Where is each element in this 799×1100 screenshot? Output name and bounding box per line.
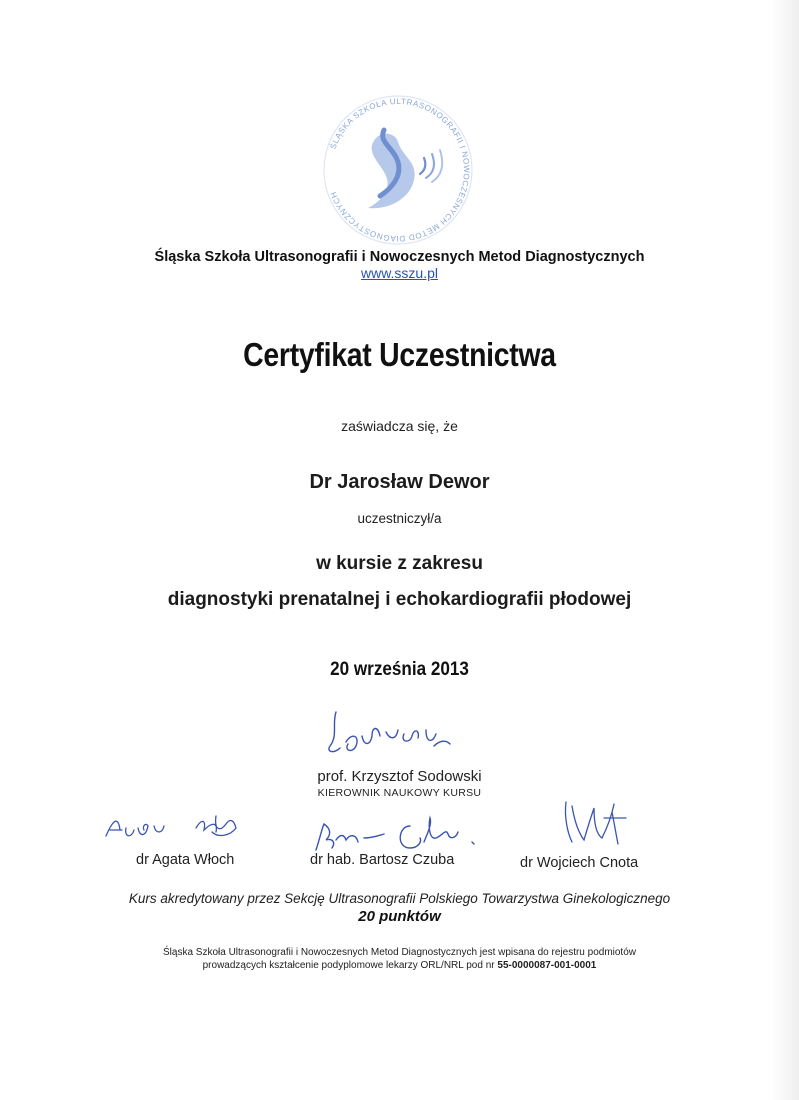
accreditation-points: 20 punktów — [358, 908, 441, 925]
signature-wojciech-cnota — [552, 792, 642, 856]
signer-name: dr Wojciech Cnota — [520, 855, 639, 871]
head-signature — [316, 706, 456, 768]
course-head-name: prof. Krzysztof Sodowski — [317, 768, 482, 785]
course-head-role: KIEROWNIK NAUKOWY KURSU — [317, 787, 482, 799]
registry-number: 55-0000087-001-0001 — [497, 960, 597, 971]
accreditation-text: Kurs akredytowany przez Sekcję Ultrasonografii Polskiego Towarzystwa Ginekologicznego — [128, 891, 671, 906]
signer-name: dr hab. Bartosz Czuba — [310, 852, 455, 868]
signature-agata-wloch — [100, 806, 260, 852]
footer-line-1: Śląska Szkoła Ultrasonografii i Nowoczesnych Metod Diagnostycznych jest wpisana do rejestru podmiotów — [163, 947, 636, 958]
attestation-text: zaświadcza się, że — [341, 418, 458, 434]
footer-line-2-text: prowadzących kształcenie podyplomowe lekarzy ORL/NRL pod nr — [202, 960, 495, 971]
organization-name: Śląska Szkoła Ultrasonografii i Nowoczesnych Metod Diagnostycznych — [154, 249, 645, 265]
recipient-name: Dr Jarosław Dewor — [309, 471, 490, 493]
course-line-2: diagnostyki prenatalnej i echokardiografii płodowej — [167, 589, 632, 610]
website-link[interactable]: www.sszu.pl — [360, 265, 439, 281]
certificate-title: Certyfikat Uczestnictwa — [243, 336, 556, 373]
participation-text: uczestniczył/a — [357, 511, 442, 526]
course-line-1: w kursie z zakresu — [316, 553, 483, 574]
course-date: 20 września 2013 — [330, 659, 469, 680]
signer-name: dr Agata Włoch — [136, 852, 235, 868]
school-logo-icon — [318, 90, 478, 250]
scan-edge-shadow — [771, 0, 799, 1100]
footer-line-2 — [0, 960, 799, 971]
logo-ring-text: ŚLĄSKA SZKOŁA ULTRASONOGRAFII I NOWOCZESNYCH METOD DIAGNOSTYCZNYCH — [328, 96, 472, 244]
